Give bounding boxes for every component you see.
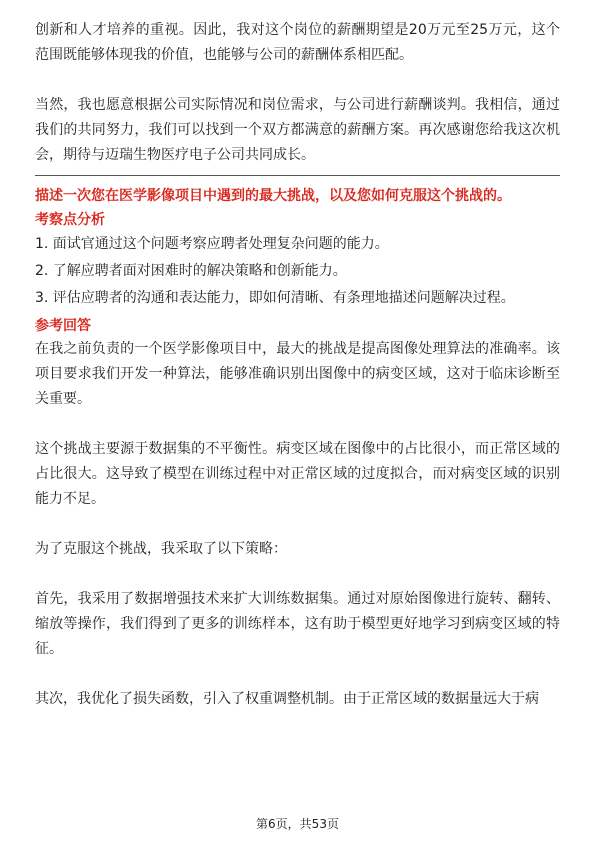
intro-paragraph-1: 创新和人才培养的重视。因此，我对这个岗位的薪酬期望是20万元至25万元，这个范围既能够体现我的价值，也能够与公司的薪酬体系相匹配。	[35, 22, 560, 63]
paragraph-gap	[35, 512, 560, 537]
answer-paragraph-5: 其次，我优化了损失函数，引入了权重调整机制。由于正常区域的数据量远大于病	[35, 691, 539, 707]
page-number-label: 第6页，共53页	[256, 817, 339, 831]
section-divider	[35, 175, 560, 176]
answer-paragraph-3: 为了克服这个挑战，我采取了以下策略：	[35, 541, 287, 557]
analysis-item-3: 3. 评估应聘者的沟通和表达能力，即如何清晰、有条理地描述问题解决过程。	[35, 290, 515, 306]
paragraph-gap	[35, 562, 560, 587]
page-footer	[0, 816, 595, 832]
answer-paragraph-1: 在我之前负责的一个医学影像项目中，最大的挑战是提高图像处理算法的准确率。该项目要求我们开发一种算法，能够准确识别出图像中的病变区域，这对于临床诊断至关重要。	[35, 341, 560, 407]
answer-paragraph-4: 首先，我采用了数据增强技术来扩大训练数据集。通过对原始图像进行旋转、翻转、缩放等操作，我们得到了更多的训练样本，这有助于模型更好地学习到病变区域的特征。	[35, 591, 560, 657]
answer-heading: 参考回答	[35, 318, 91, 334]
paragraph-gap	[35, 412, 560, 437]
interview-question: 描述一次您在医学影像项目中遇到的最大挑战，以及您如何克服这个挑战的。	[35, 188, 511, 204]
page-content	[35, 18, 560, 712]
intro-paragraph-2: 当然，我也愿意根据公司实际情况和岗位需求，与公司进行薪酬谈判。我相信，通过我们的共同努力，我们可以找到一个双方都满意的薪酬方案。再次感谢您给我这次机会，期待与迈瑞生物医疗电子公司共同成长。	[35, 97, 560, 163]
analysis-item-2: 2. 了解应聘者面对困难时的解决策略和创新能力。	[35, 263, 347, 279]
analysis-item-1: 1. 面试官通过这个问题考察应聘者处理复杂问题的能力。	[35, 236, 389, 252]
analysis-heading: 考察点分析	[35, 212, 105, 228]
paragraph-gap	[35, 68, 560, 93]
answer-paragraph-2: 这个挑战主要源于数据集的不平衡性。病变区域在图像中的占比很小，而正常区域的占比很大。这导致了模型在训练过程中对正常区域的过度拟合，而对病变区域的识别能力不足。	[35, 441, 560, 507]
paragraph-gap	[35, 662, 560, 687]
